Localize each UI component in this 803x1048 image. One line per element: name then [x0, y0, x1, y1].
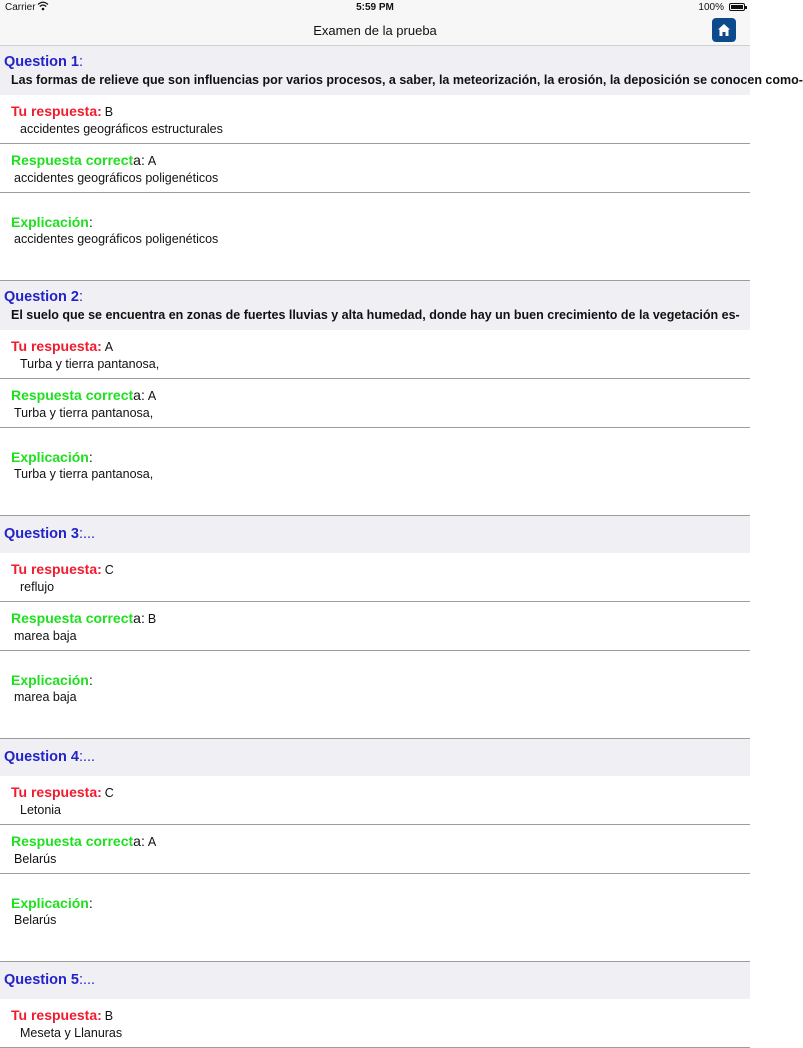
correct-answer-row: Respuesta correcta: A Belarús — [0, 825, 750, 874]
your-answer-row — [0, 330, 750, 379]
carrier-label: Carrier — [5, 2, 36, 13]
your-answer-label: Tu respuesta: — [11, 338, 102, 354]
page-title: Examen de la prueba — [313, 23, 437, 38]
explanation-row: Explicación: marea baja — [0, 651, 750, 739]
your-answer-text: Meseta y Llanuras — [20, 1026, 123, 1040]
question-header — [0, 962, 750, 999]
explanation-label: Explicación — [11, 214, 89, 230]
correct-answer-row: Respuesta correcta: A accidentes geográficos poligenéticos — [0, 144, 750, 193]
your-answer-text: Turba y tierra pantanosa, — [20, 357, 160, 371]
explanation-label: Explicación — [11, 895, 89, 911]
question-text: Las formas de relieve que son influencias por varios procesos, a saber, la meteorización, la erosión, la deposición se conocen como- — [11, 73, 803, 87]
clock: 5:59 PM — [356, 2, 394, 13]
question-header — [0, 739, 750, 776]
question-title: Question 1: — [4, 54, 83, 70]
question-header — [0, 46, 803, 95]
correct-answer-text: Turba y tierra pantanosa, — [14, 406, 154, 420]
correct-answer-letter: A — [147, 154, 157, 168]
explanation-text: marea baja — [14, 690, 77, 704]
your-answer-text: accidentes geográficos estructurales — [20, 122, 223, 136]
correct-answer-text: marea baja — [14, 629, 77, 643]
correct-answer-row: Respuesta correcta: B marea baja — [0, 602, 750, 651]
explanation-label: Explicación — [11, 449, 89, 465]
your-answer-letter: C — [104, 786, 114, 800]
your-answer-label: Tu respuesta: — [11, 561, 102, 577]
your-answer-text: reflujo — [20, 580, 55, 594]
explanation-text: Belarús — [14, 913, 57, 927]
correct-answer-label: Respuesta correct — [11, 152, 134, 168]
question-text: El suelo que se encuentra en zonas de fuertes lluvias y alta humedad, donde hay un buen crecimiento de la vegetación es- — [11, 308, 740, 322]
correct-answer-letter: B — [147, 612, 157, 626]
home-icon — [717, 23, 731, 37]
correct-answer-label: Respuesta correct — [11, 833, 134, 849]
explanation-row: Explicación: accidentes geográficos poligenéticos — [0, 193, 750, 281]
explanation-label: Explicación — [11, 672, 89, 688]
correct-answer-label: Respuesta correct — [11, 387, 134, 403]
status-bar — [0, 0, 750, 16]
results-list[interactable] — [0, 46, 803, 1040]
explanation-text: Turba y tierra pantanosa, — [14, 467, 154, 481]
correct-answer-letter: A — [147, 835, 157, 849]
question-title: Question 4:... — [4, 749, 96, 765]
explanation-row: Explicación: Belarús — [0, 874, 750, 962]
correct-answer-letter: A — [147, 389, 157, 403]
question-header — [0, 281, 750, 330]
explanation-row: Explicación: Turba y tierra pantanosa, — [0, 428, 750, 516]
your-answer-text: Letonia — [20, 803, 62, 817]
question-header — [0, 516, 750, 553]
your-answer-row — [0, 95, 750, 144]
correct-answer-row: Respuesta correcta: A Turba y tierra pantanosa, — [0, 379, 750, 428]
your-answer-row — [0, 553, 750, 602]
navigation-bar — [0, 16, 750, 46]
explanation-text: accidentes geográficos poligenéticos — [14, 232, 219, 246]
your-answer-row — [0, 999, 750, 1048]
correct-answer-text: accidentes geográficos poligenéticos — [14, 171, 219, 185]
your-answer-letter: B — [104, 1009, 114, 1023]
battery-icon — [729, 3, 745, 11]
battery-percentage: 100% — [698, 2, 724, 13]
your-answer-letter: A — [104, 340, 114, 354]
your-answer-letter: C — [104, 563, 114, 577]
correct-answer-label: Respuesta correct — [11, 610, 134, 626]
your-answer-label: Tu respuesta: — [11, 1007, 102, 1023]
question-title: Question 5:... — [4, 972, 96, 988]
your-answer-row — [0, 776, 750, 825]
your-answer-label: Tu respuesta: — [11, 784, 102, 800]
question-title: Question 3:... — [4, 526, 96, 542]
home-button[interactable] — [712, 18, 736, 42]
correct-answer-text: Belarús — [14, 852, 57, 866]
your-answer-label: Tu respuesta: — [11, 103, 102, 119]
question-title: Question 2: — [4, 289, 83, 305]
your-answer-letter: B — [104, 105, 114, 119]
